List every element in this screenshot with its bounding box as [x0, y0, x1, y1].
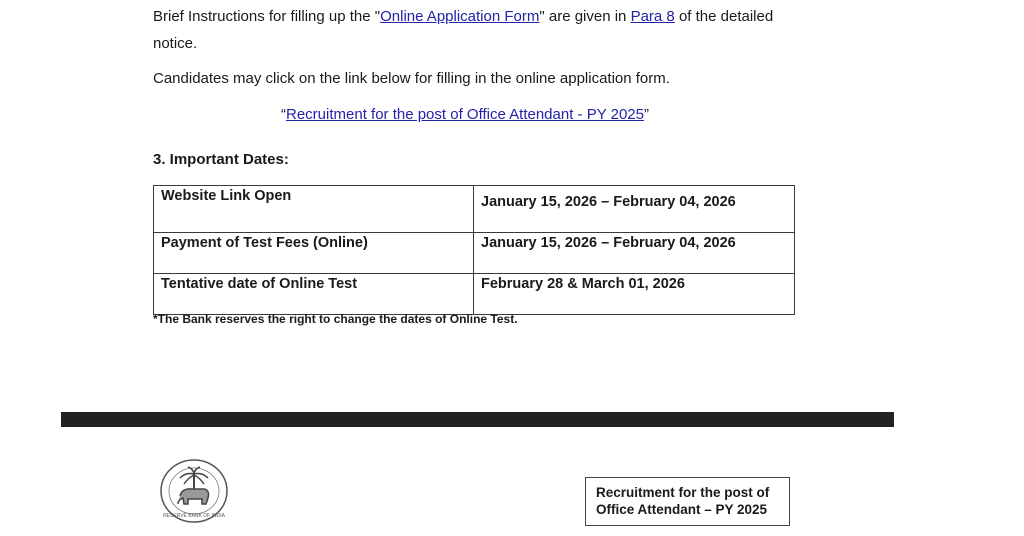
- svg-text:RESERVE BANK OF INDIA: RESERVE BANK OF INDIA: [163, 513, 225, 519]
- table-row: [154, 233, 795, 274]
- date-cell: January 15, 2026 – February 04, 2026: [474, 233, 795, 274]
- date-cell: January 15, 2026 – February 04, 2026: [474, 186, 795, 233]
- page-divider-bar: [61, 412, 894, 427]
- recruitment-link[interactable]: Recruitment for the post of Office Attendant - PY 2025: [286, 106, 644, 123]
- important-dates-heading: 3. Important Dates:: [153, 151, 289, 168]
- close-quote: ”: [644, 106, 649, 123]
- event-cell: Website Link Open: [154, 186, 474, 233]
- instructions-text: Brief Instructions for filling up the ": [153, 8, 381, 25]
- online-application-form-link[interactable]: Online Application Form: [380, 8, 540, 25]
- date-cell: February 28 & March 01, 2026: [474, 274, 795, 315]
- event-cell: Tentative date of Online Test: [154, 274, 474, 315]
- instructions-text: " are given in: [539, 8, 631, 25]
- para-8-link[interactable]: Para 8: [630, 8, 675, 25]
- table-row: [154, 186, 795, 233]
- dates-note: *The Bank reserves the right to change the dates of Online Test.: [153, 312, 518, 326]
- instructions-paragraph: [153, 3, 853, 57]
- footer-title-line2: Office Attendant – PY 2025: [596, 502, 768, 517]
- important-dates-table: [153, 185, 795, 315]
- candidates-text: Candidates may click on the link below for filling in the online application form.: [153, 70, 670, 87]
- table-row: [154, 274, 795, 315]
- footer-title-line1: Recruitment for the post of: [596, 485, 770, 500]
- footer-title-box: [585, 477, 790, 526]
- instructions-text: of the detailed: [674, 8, 774, 25]
- event-cell: Payment of Test Fees (Online): [154, 233, 474, 274]
- recruitment-link-line: [281, 101, 649, 128]
- open-quote: “: [281, 106, 286, 123]
- rbi-emblem-icon: [158, 458, 230, 524]
- instructions-text: notice.: [153, 35, 198, 52]
